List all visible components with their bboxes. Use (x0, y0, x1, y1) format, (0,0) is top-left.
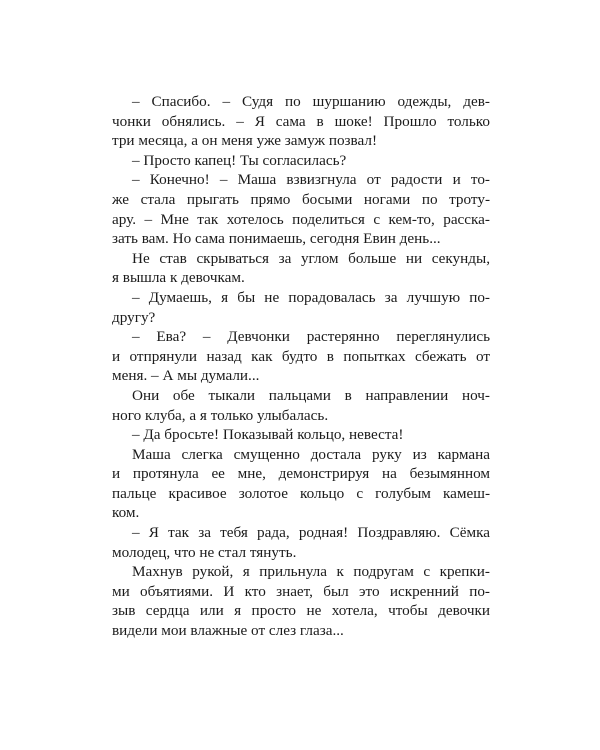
text-line: ару. – Мне так хотелось поделиться с кем-то, расска- (112, 210, 490, 228)
text-line: чонки обнялись. – Я сама в шоке! Прошло только (112, 112, 490, 130)
paragraph (112, 523, 490, 562)
paragraph (112, 288, 490, 327)
paragraph (112, 151, 490, 171)
text-line: Махнув рукой, я прильнула к подругам с крепки- (132, 563, 490, 581)
text-line: ком. (112, 504, 140, 522)
text-line: – Конечно! – Маша взвизгнула от радости и то- (132, 171, 490, 189)
text-line: же стала прыгать прямо босыми ногами по троту- (112, 190, 490, 208)
text-line: Маша слегка смущенно достала руку из кармана (132, 445, 490, 463)
paragraph (112, 425, 490, 445)
text-line: ного клуба, а я только улыбалась. (112, 406, 329, 424)
paragraph (112, 170, 490, 248)
paragraph (112, 562, 490, 640)
text-line: Они обе тыкали пальцами в направлении ноч- (132, 386, 490, 404)
text-line: я вышла к девочкам. (112, 269, 245, 287)
text-line: и протянула ее мне, демонстрируя на безымянном (112, 465, 490, 483)
paragraph (112, 445, 490, 523)
book-page (112, 92, 490, 641)
text-line: Не став скрываться за углом больше ни секунды, (132, 249, 490, 267)
text-line: – Спасибо. – Судя по шуршанию одежды, дев- (132, 93, 490, 110)
text-line: пальце красивое золотое кольцо с голубым камеш- (112, 484, 490, 502)
text-line: другу? (112, 308, 156, 326)
text-line: – Думаешь, я бы не порадовалась за лучшую по- (132, 288, 490, 306)
text-line: – Ева? – Девчонки растерянно переглянулись (132, 328, 490, 346)
text-line: ми объятиями. И кто знает, был это искренний по- (112, 582, 490, 600)
paragraph (112, 249, 490, 288)
text-line: молодец, что не стал тянуть. (112, 543, 297, 561)
text-line: зать вам. Но сама понимаешь, сегодня Евин день... (112, 230, 441, 248)
paragraph (112, 386, 490, 425)
text-line: и отпрянули назад как будто в попытках сбежать от (112, 347, 490, 365)
text-line: меня. – А мы думали... (112, 367, 260, 385)
text-line: видели мои влажные от слез глаза... (112, 622, 344, 640)
text-line: – Я так за тебя рада, родная! Поздравляю. Сёмка (132, 524, 490, 542)
text-line: – Да бросьте! Показывай кольцо, невеста! (132, 426, 404, 444)
text-line: – Просто капец! Ты согласилась? (132, 151, 347, 169)
paragraph (112, 92, 490, 151)
text-line: три месяца, а он меня уже замуж позвал! (112, 132, 378, 150)
paragraph (112, 327, 490, 386)
text-line: зыв сердца или я просто не хотела, чтобы девочки (112, 602, 490, 620)
